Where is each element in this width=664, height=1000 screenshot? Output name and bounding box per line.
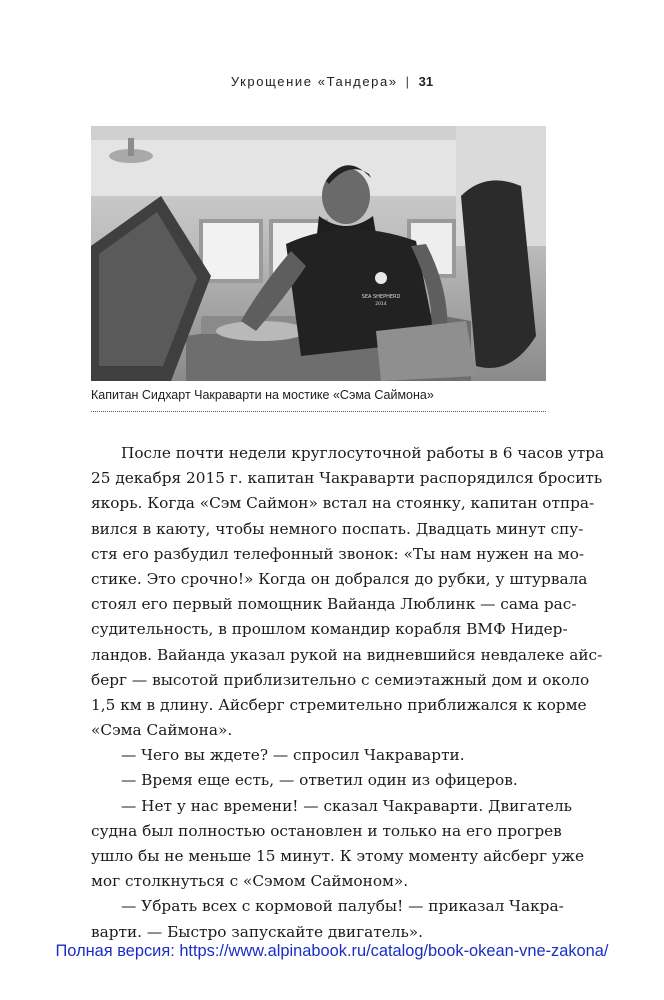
dialogue-line: — Время еще есть, — ответил один из офицеров. [121,771,518,790]
caption-divider [91,411,546,412]
text-line: «Сэма Саймона». [91,721,233,740]
dialogue-line: — Чего вы ждете? — спросил Чакраварти. [121,746,465,765]
running-head-title: Укрощение «Тандера» [230,74,398,89]
bridge-photo [91,126,546,381]
text-line: ушло бы не меньше 15 минут. К этому моменту айсберг уже [91,847,585,865]
text-line: 25 декабря 2015 г. капитан Чакраварти распорядился бросить [91,469,603,488]
figure-caption: Капитан Сидхарт Чакраварти на мостике «Сэма Саймона» [91,388,434,402]
text-line: судна был полностью остановлен и только на его прогрев [91,821,562,840]
text-line: 1,5 км в длину. Айсберг стремительно приближался к корме [91,695,587,714]
fan-mount [128,138,134,156]
bridge-photo-illustration [91,126,546,381]
folder [376,321,476,381]
text-line: стике. Это срочно!» Когда он добрался до рубки, у штурвала [91,569,588,588]
text-line: якорь. Когда «Сэм Саймон» встал на стоянку, капитан отпра- [91,494,595,513]
text-line: стоял его первый помощник Вайанда Люблинк — сама рас- [91,595,577,614]
running-head-separator: | [405,74,411,89]
skull-logo [375,272,387,284]
running-head [0,74,664,89]
text-line: ландов. Вайанда указал рукой на видневшийся невдалеке айс- [91,645,603,664]
text-line: берг — высотой приблизительно с семиэтажный дом и около [91,670,590,689]
page-number: 31 [418,74,434,89]
captain-head [322,168,370,224]
text-line: судительность, в прошлом командир корабля ВМФ Нидер- [91,620,568,639]
text-line: мог столкнуться с «Сэмом Саймоном». [91,872,409,891]
text-line: вился в каюту, чтобы немного поспать. Двадцать минут спу- [91,519,584,538]
dialogue-line: — Нет у нас времени! — сказал Чакраварти. Двигатель [121,796,573,815]
text-line: стя его разбудил телефонный звонок: «Ты нам нужен на мо- [91,544,585,563]
dialogue-line: — Убрать всех с кормовой палубы! — приказал Чакра- [121,897,564,916]
bridge-window [201,221,261,281]
text-line: варти. — Быстро запускайте двигатель». [91,922,423,941]
body-text [91,441,605,945]
full-version-link[interactable]: Полная версия: https://www.alpinabook.ru/catalog/book-okean-vne-zakona/ [55,942,609,960]
text-line: После почти недели круглосуточной работы в 6 часов утра [121,444,605,462]
tshirt-text-year: 2014 [375,302,387,307]
tshirt-text: SEA SHEPHERD [361,294,401,300]
